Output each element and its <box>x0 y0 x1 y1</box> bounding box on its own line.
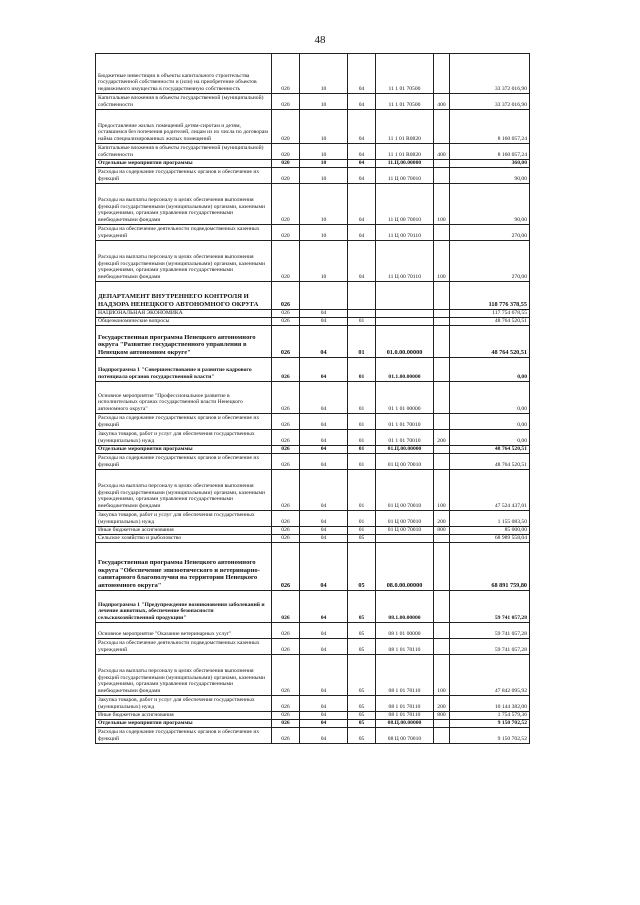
table-row <box>96 639 530 655</box>
admin-code-cell: 026 <box>272 543 300 591</box>
table-row <box>96 430 530 446</box>
section-code-cell: 04 <box>300 712 348 720</box>
row-name-cell: Расходы на содержание государственных органов и обеспечение их функций <box>96 728 272 744</box>
target-article-cell: 08 Ц 00 70010 <box>376 728 434 744</box>
admin-code-cell: 020 <box>272 168 300 184</box>
row-name-cell: Закупка товаров, работ и услуг для обеспечения государственных (муниципальных) нужд <box>96 511 272 527</box>
amount-cell: 117 754 678,55 <box>450 310 530 318</box>
admin-code-cell: 026 <box>272 623 300 639</box>
target-article-cell: 11 1 01 R0820 <box>376 144 434 160</box>
admin-code-cell: 020 <box>272 160 300 168</box>
row-name-cell: Сельское хозяйство и рыболовство <box>96 535 272 543</box>
table-row <box>96 543 530 591</box>
subsection-code-cell: 01 <box>348 454 376 470</box>
expense-type-cell <box>434 310 450 318</box>
amount-cell: 48 764 520,51 <box>450 454 530 470</box>
amount-cell: 90,00 <box>450 184 530 225</box>
target-article-cell: 01 Ц 00 70010 <box>376 454 434 470</box>
target-article-cell: 08 1 01 70110 <box>376 696 434 712</box>
target-article-cell: 08.0.00.00000 <box>376 543 434 591</box>
admin-code-cell: 026 <box>272 527 300 535</box>
row-name-cell: ДЕПАРТАМЕНТ ВНУТРЕННЕГО КОНТРОЛЯ И НАДЗОРА НЕНЕЦКОГО АВТОНОМНОГО ОКРУГА <box>96 282 272 310</box>
amount-cell: 10 144 382,00 <box>450 696 530 712</box>
admin-code-cell: 020 <box>272 94 300 110</box>
section-code-cell: 04 <box>300 527 348 535</box>
subsection-code-cell: 01 <box>348 358 376 382</box>
subsection-code-cell: 04 <box>348 241 376 282</box>
expense-type-cell: 800 <box>434 712 450 720</box>
table-row <box>96 655 530 696</box>
page-number: 48 <box>314 34 326 46</box>
subsection-code-cell <box>348 310 376 318</box>
admin-code-cell: 020 <box>272 54 300 94</box>
target-article-cell: 01 Ц 00 70010 <box>376 527 434 535</box>
row-name-cell: Расходы на выплаты персоналу в целях обеспечения выполнения функций государственными (муниципальными) органами, казенными учреждениями, органами управления государственными внебюджетными фондами <box>96 470 272 511</box>
admin-code-cell: 026 <box>272 591 300 623</box>
section-code-cell: 04 <box>300 696 348 712</box>
target-article-cell: 11 Ц 00 70010 <box>376 184 434 225</box>
row-name-cell: Капитальные вложения в объекты государственной (муниципальной) собственности <box>96 144 272 160</box>
admin-code-cell: 026 <box>272 282 300 310</box>
expense-type-cell: 400 <box>434 94 450 110</box>
expense-type-cell: 200 <box>434 511 450 527</box>
amount-cell: 118 776 378,55 <box>450 282 530 310</box>
section-code-cell: 04 <box>300 728 348 744</box>
section-code-cell: 04 <box>300 310 348 318</box>
expense-type-cell: 100 <box>434 470 450 511</box>
expense-type-cell: 100 <box>434 241 450 282</box>
section-code-cell: 04 <box>300 470 348 511</box>
row-name-cell: Расходы на выплаты персоналу в целях обеспечения выполнения функций государственными (муниципальными) органами, казенными учреждениями, органами управления государственными внебюджетными фондами <box>96 241 272 282</box>
subsection-code-cell: 05 <box>348 535 376 543</box>
subsection-code-cell: 05 <box>348 623 376 639</box>
subsection-code-cell: 01 <box>348 318 376 326</box>
amount-cell: 33 372 016,90 <box>450 94 530 110</box>
subsection-code-cell: 04 <box>348 110 376 144</box>
expense-type-cell <box>434 446 450 454</box>
row-name-cell: Расходы на обеспечение деятельности подведомственных казенных учреждений <box>96 225 272 241</box>
admin-code-cell: 026 <box>272 535 300 543</box>
section-code-cell: 04 <box>300 446 348 454</box>
target-article-cell <box>376 310 434 318</box>
section-code-cell: 04 <box>300 511 348 527</box>
section-code-cell: 04 <box>300 326 348 358</box>
table-row <box>96 282 530 310</box>
target-article-cell: 08 1 01 70110 <box>376 655 434 696</box>
section-code-cell <box>300 282 348 310</box>
subsection-code-cell: 01 <box>348 470 376 511</box>
section-code-cell: 04 <box>300 414 348 430</box>
table-row <box>96 168 530 184</box>
target-article-cell: 11 1 01 70500 <box>376 94 434 110</box>
amount-cell: 68 891 759,80 <box>450 543 530 591</box>
section-code-cell: 10 <box>300 160 348 168</box>
target-article-cell <box>376 535 434 543</box>
section-code-cell: 10 <box>300 110 348 144</box>
expense-type-cell <box>434 543 450 591</box>
section-code-cell: 04 <box>300 623 348 639</box>
section-code-cell: 10 <box>300 94 348 110</box>
table-row <box>96 110 530 144</box>
amount-cell: 0,00 <box>450 382 530 414</box>
target-article-cell: 11 1 01 70500 <box>376 54 434 94</box>
table-row <box>96 144 530 160</box>
row-name-cell: Иные бюджетные ассигнования <box>96 712 272 720</box>
expense-type-cell <box>434 382 450 414</box>
amount-cell: 8 160 057,24 <box>450 110 530 144</box>
target-article-cell <box>376 282 434 310</box>
amount-cell: 47 842 095,92 <box>450 655 530 696</box>
admin-code-cell: 020 <box>272 110 300 144</box>
expense-type-cell <box>434 414 450 430</box>
target-article-cell: 01 Ц 00 70010 <box>376 470 434 511</box>
table-row <box>96 54 530 94</box>
admin-code-cell: 026 <box>272 310 300 318</box>
admin-code-cell: 020 <box>272 241 300 282</box>
expense-type-cell <box>434 326 450 358</box>
row-name-cell: Закупка товаров, работ и услуг для обеспечения государственных (муниципальных) нужд <box>96 430 272 446</box>
section-code-cell: 10 <box>300 184 348 225</box>
amount-cell: 0,00 <box>450 358 530 382</box>
row-name-cell: Основное мероприятие "Оказание ветеринарных услуг" <box>96 623 272 639</box>
section-code-cell: 04 <box>300 543 348 591</box>
section-code-cell: 04 <box>300 720 348 728</box>
subsection-code-cell: 05 <box>348 543 376 591</box>
table-row <box>96 225 530 241</box>
subsection-code-cell: 05 <box>348 591 376 623</box>
target-article-cell: 01 Ц 00 70010 <box>376 511 434 527</box>
table-row <box>96 720 530 728</box>
target-article-cell: 01.Ц.00.00000 <box>376 446 434 454</box>
table-row <box>96 712 530 720</box>
amount-cell: 9 150 702,52 <box>450 720 530 728</box>
table-row <box>96 326 530 358</box>
row-name-cell: Расходы на содержание государственных органов и обеспечение их функций <box>96 168 272 184</box>
expense-type-cell: 200 <box>434 430 450 446</box>
target-article-cell: 01 1 01 70010 <box>376 430 434 446</box>
expense-type-cell <box>434 225 450 241</box>
row-name-cell: Отдельные мероприятия программы <box>96 446 272 454</box>
subsection-code-cell: 05 <box>348 639 376 655</box>
subsection-code-cell: 01 <box>348 382 376 414</box>
subsection-code-cell: 04 <box>348 168 376 184</box>
admin-code-cell: 026 <box>272 720 300 728</box>
subsection-code-cell: 01 <box>348 414 376 430</box>
section-code-cell: 10 <box>300 168 348 184</box>
amount-cell: 47 524 437,01 <box>450 470 530 511</box>
target-article-cell: 08 1 01 00000 <box>376 623 434 639</box>
admin-code-cell: 020 <box>272 144 300 160</box>
subsection-code-cell: 04 <box>348 144 376 160</box>
admin-code-cell: 020 <box>272 184 300 225</box>
expense-type-cell <box>434 54 450 94</box>
section-code-cell: 10 <box>300 144 348 160</box>
admin-code-cell: 026 <box>272 454 300 470</box>
row-name-cell: Отдельные мероприятия программы <box>96 160 272 168</box>
expense-type-cell <box>434 160 450 168</box>
section-code-cell: 04 <box>300 591 348 623</box>
table-row <box>96 318 530 326</box>
amount-cell: 270,00 <box>450 225 530 241</box>
admin-code-cell: 026 <box>272 318 300 326</box>
expense-type-cell: 100 <box>434 655 450 696</box>
amount-cell: 270,00 <box>450 241 530 282</box>
row-name-cell: НАЦИОНАЛЬНАЯ ЭКОНОМИКА <box>96 310 272 318</box>
table-row <box>96 446 530 454</box>
admin-code-cell: 026 <box>272 712 300 720</box>
section-code-cell: 04 <box>300 655 348 696</box>
target-article-cell: 11 1 01 R0820 <box>376 110 434 144</box>
amount-cell: 85 000,00 <box>450 527 530 535</box>
subsection-code-cell: 04 <box>348 160 376 168</box>
table-row <box>96 527 530 535</box>
expense-type-cell: 200 <box>434 696 450 712</box>
amount-cell: 59 741 057,28 <box>450 623 530 639</box>
amount-cell: 90,00 <box>450 168 530 184</box>
expense-type-cell <box>434 318 450 326</box>
section-code-cell: 04 <box>300 318 348 326</box>
row-name-cell: Закупка товаров, работ и услуг для обеспечения государственных (муниципальных) нужд <box>96 696 272 712</box>
row-name-cell: Предоставление жилых помещений детям-сиротам и детям, оставшимся без попечения родителей, лицам из их числа по договорам найма специализированных жилых помещений <box>96 110 272 144</box>
subsection-code-cell: 01 <box>348 446 376 454</box>
amount-cell: 360,00 <box>450 160 530 168</box>
amount-cell: 48 764 520,51 <box>450 318 530 326</box>
table-row <box>96 414 530 430</box>
admin-code-cell: 026 <box>272 358 300 382</box>
row-name-cell: Расходы на выплаты персоналу в целях обеспечения выполнения функций государственными (муниципальными) органами, казенными учреждениями, органами управления государственными внебюджетными фондами <box>96 655 272 696</box>
row-name-cell: Отдельные мероприятия программы <box>96 720 272 728</box>
expense-type-cell <box>434 110 450 144</box>
subsection-code-cell: 04 <box>348 54 376 94</box>
expense-type-cell <box>434 623 450 639</box>
section-code-cell: 10 <box>300 241 348 282</box>
table-row <box>96 728 530 744</box>
row-name-cell: Государственная программа Ненецкого автономного округа "Развитие государственного управления в Ненецком автономном округе" <box>96 326 272 358</box>
admin-code-cell: 026 <box>272 728 300 744</box>
section-code-cell: 04 <box>300 639 348 655</box>
amount-cell: 9 150 702,52 <box>450 728 530 744</box>
amount-cell: 68 989 558,04 <box>450 535 530 543</box>
target-article-cell: 08.1.00.00000 <box>376 591 434 623</box>
expense-type-cell <box>434 720 450 728</box>
admin-code-cell: 020 <box>272 225 300 241</box>
row-name-cell: Расходы на выплаты персоналу в целях обеспечения выполнения функций государственными (муниципальными) органами, казенными учреждениями, органами управления государственными внебюджетными фондами <box>96 184 272 225</box>
target-article-cell: 08 1 01 70110 <box>376 639 434 655</box>
section-code-cell: 04 <box>300 358 348 382</box>
target-article-cell: 01.1.00.00000 <box>376 358 434 382</box>
expense-type-cell <box>434 282 450 310</box>
expense-type-cell <box>434 591 450 623</box>
section-code-cell: 04 <box>300 430 348 446</box>
row-name-cell: Бюджетные инвестиции в объекты капитального строительства государственной собственности и (или) на приобретение объектов недвижимого имущества в государственную собственность <box>96 54 272 94</box>
expense-type-cell: 400 <box>434 144 450 160</box>
subsection-code-cell: 04 <box>348 184 376 225</box>
amount-cell: 8 160 057,24 <box>450 144 530 160</box>
subsection-code-cell: 01 <box>348 511 376 527</box>
row-name-cell: Подпрограмма 1 "Предупреждение возникновения заболеваний и лечение животных, обеспечение безопасности сельскохозяйственной продукции" <box>96 591 272 623</box>
table-row <box>96 454 530 470</box>
table-row <box>96 310 530 318</box>
table-row <box>96 696 530 712</box>
subsection-code-cell: 05 <box>348 696 376 712</box>
target-article-cell: 11.Ц.00.00000 <box>376 160 434 168</box>
subsection-code-cell: 04 <box>348 225 376 241</box>
admin-code-cell: 026 <box>272 639 300 655</box>
expense-type-cell <box>434 168 450 184</box>
row-name-cell: Иные бюджетные ассигнования <box>96 527 272 535</box>
target-article-cell: 11 Ц 00 70110 <box>376 241 434 282</box>
amount-cell: 48 764 520,51 <box>450 446 530 454</box>
admin-code-cell: 026 <box>272 446 300 454</box>
subsection-code-cell: 05 <box>348 720 376 728</box>
admin-code-cell: 026 <box>272 430 300 446</box>
amount-cell: 0,00 <box>450 414 530 430</box>
row-name-cell: Подпрограмма 1 "Совершенствование и развитие кадрового потенциала органов государственной власти" <box>96 358 272 382</box>
expense-type-cell <box>434 728 450 744</box>
subsection-code-cell: 05 <box>348 712 376 720</box>
admin-code-cell: 026 <box>272 655 300 696</box>
target-article-cell: 01.0.00.00000 <box>376 326 434 358</box>
amount-cell: 59 741 057,28 <box>450 639 530 655</box>
table-row <box>96 591 530 623</box>
subsection-code-cell: 05 <box>348 655 376 696</box>
amount-cell: 0,00 <box>450 430 530 446</box>
table-row <box>96 470 530 511</box>
table-row <box>96 358 530 382</box>
table-row <box>96 94 530 110</box>
budget-table <box>95 53 530 744</box>
expense-type-cell: 800 <box>434 527 450 535</box>
section-code-cell: 10 <box>300 54 348 94</box>
table-row <box>96 623 530 639</box>
table-row <box>96 184 530 225</box>
target-article-cell: 01 1 01 00000 <box>376 382 434 414</box>
target-article-cell: 08 1 01 70110 <box>376 712 434 720</box>
target-article-cell <box>376 318 434 326</box>
row-name-cell: Расходы на содержание государственных органов и обеспечение их функций <box>96 454 272 470</box>
expense-type-cell <box>434 454 450 470</box>
table-row <box>96 160 530 168</box>
admin-code-cell: 026 <box>272 326 300 358</box>
amount-cell: 1 155 083,50 <box>450 511 530 527</box>
section-code-cell: 10 <box>300 225 348 241</box>
section-code-cell: 04 <box>300 454 348 470</box>
table-row <box>96 535 530 543</box>
table-row <box>96 241 530 282</box>
admin-code-cell: 026 <box>272 382 300 414</box>
amount-cell: 1 754 579,36 <box>450 712 530 720</box>
subsection-code-cell: 01 <box>348 527 376 535</box>
amount-cell: 48 764 520,51 <box>450 326 530 358</box>
section-code-cell: 04 <box>300 535 348 543</box>
subsection-code-cell <box>348 282 376 310</box>
amount-cell: 33 372 016,90 <box>450 54 530 94</box>
row-name-cell: Капитальные вложения в объекты государственной (муниципальной) собственности <box>96 94 272 110</box>
subsection-code-cell: 04 <box>348 94 376 110</box>
table-row <box>96 511 530 527</box>
admin-code-cell: 026 <box>272 511 300 527</box>
amount-cell: 59 741 057,28 <box>450 591 530 623</box>
row-name-cell: Основное мероприятие "Профессиональное развитие в исполнительных органах государственной власти Ненецкого автономного округа" <box>96 382 272 414</box>
expense-type-cell <box>434 639 450 655</box>
admin-code-cell: 026 <box>272 696 300 712</box>
subsection-code-cell: 01 <box>348 326 376 358</box>
row-name-cell: Государственная программа Ненецкого автономного округа "Обеспечение эпизоотического и ветеринарно-санитарного благополучия на территории Ненецкого автономного округа" <box>96 543 272 591</box>
target-article-cell: 11 Ц 00 70010 <box>376 168 434 184</box>
subsection-code-cell: 01 <box>348 430 376 446</box>
row-name-cell: Расходы на обеспечение деятельности подведомственных казенных учреждений <box>96 639 272 655</box>
row-name-cell: Общеэкономические вопросы <box>96 318 272 326</box>
expense-type-cell <box>434 358 450 382</box>
expense-type-cell: 100 <box>434 184 450 225</box>
subsection-code-cell: 05 <box>348 728 376 744</box>
expense-type-cell <box>434 535 450 543</box>
table-row <box>96 382 530 414</box>
target-article-cell: 11 Ц 00 70110 <box>376 225 434 241</box>
target-article-cell: 08.Ц.00.00000 <box>376 720 434 728</box>
admin-code-cell: 026 <box>272 470 300 511</box>
target-article-cell: 01 1 01 70010 <box>376 414 434 430</box>
row-name-cell: Расходы на содержание государственных органов и обеспечение их функций <box>96 414 272 430</box>
admin-code-cell: 026 <box>272 414 300 430</box>
section-code-cell: 04 <box>300 382 348 414</box>
